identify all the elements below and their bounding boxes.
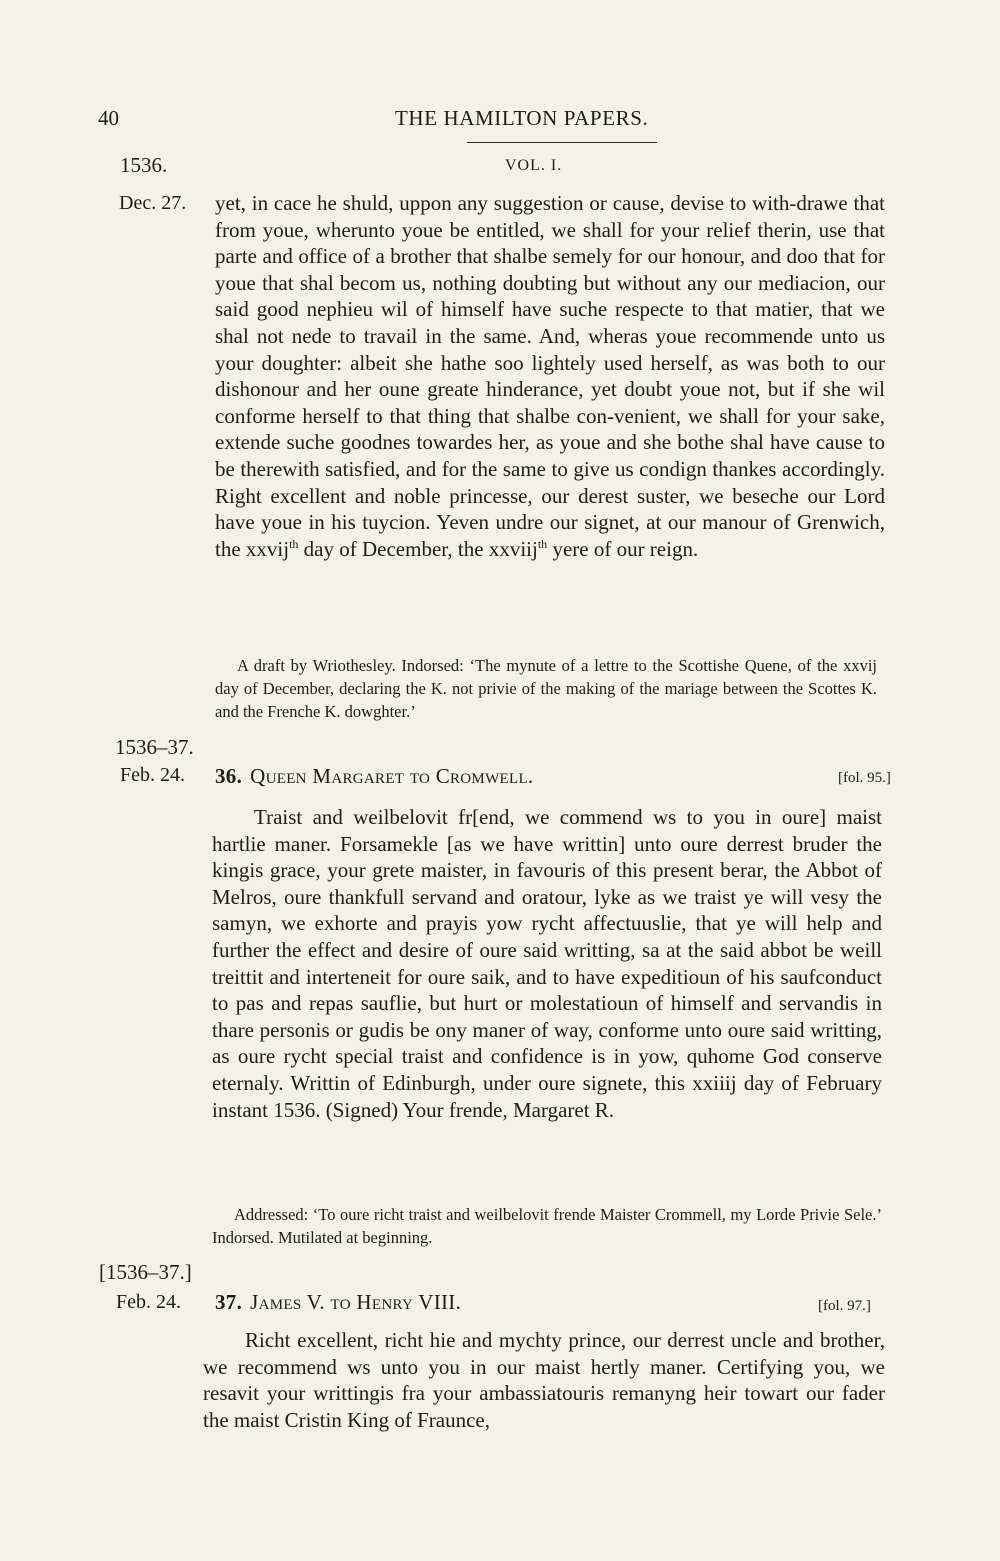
margin-year: 1536–37. xyxy=(115,735,194,759)
letter-body: Richt excellent, richt hie and mychty prince, our derrest uncle and brother, we recommend ws unto you in our maist hertly maner. Certifying you, we resavit your writtingis fra your ambassiatouris remanyng heir towart our fader the maist Cristin King of Fraunce, xyxy=(203,1328,885,1432)
letter-title: Queen Margaret to Cromwell. xyxy=(250,764,534,788)
page-number: 40 xyxy=(98,106,119,130)
header-rule xyxy=(467,142,657,143)
folio-reference: [fol. 97.] xyxy=(818,1298,871,1314)
letter-number: 36. xyxy=(215,764,243,788)
letter-title: James V. to Henry VIII. xyxy=(250,1290,462,1314)
letter-number: 37. xyxy=(215,1290,243,1314)
editorial-note: A draft by Wriothesley. Indorsed: ‘The mynute of a lettre to the Scottishe Quene, of the xxvij day of December, declaring the K. not privie of the making of the mariage between the Scottes K. and the Frenche K. dowghter.’ xyxy=(215,656,877,721)
letter-body: Traist and weilbelovit fr[end, we commend ws to you in oure] maist hartlie maner. Forsamekle [as we have writtin] unto oure derrest bruder the kingis grace, your grete maister, in favouris of this present berar, the Abbot of Melros, oure thankfull servand and oratour, lyke as we traist ye will vesy the samyn, we exhorte and prayis yow rycht affectuuslie, that ye will help and further the effect and desire of oure said writting, sa at the said abbot be weill treittit and interteneit for oure saik, and to have expeditioun of his saufconduct to pas and repas sauflie, but hurt or molestatioun of himself and servandis in thare personis or gudis be ony maner of way, conforme unto oure said writting, as oure rycht special traist and confidence is in yow, quhome God conserve eternaly. Writtin of Edinburgh, under oure signete, this xxiiij day of February instant 1536. (Signed) Your frende, Margaret R. xyxy=(212,805,882,1122)
margin-date: Dec. 27. xyxy=(119,192,187,214)
editorial-note: Addressed: ‘To oure richt traist and weilbelovit frende Maister Crommell, my Lorde Privie Sele.’ Indorsed. Mutilated at beginning. xyxy=(212,1205,882,1247)
margin-year: 1536. xyxy=(120,153,168,177)
margin-date: Feb. 24. xyxy=(116,1291,181,1313)
letter-body: yet, in cace he shuld, uppon any suggestion or cause, devise to with-drawe that from youe, wherunto youe be entitled, we shall for your relief therin, use that parte and office of a brother that shalbe semely for our honour, and doo that for youe that shal becom us, nothing doubting but without any our mediacion, our said good nephieu wil of himself have suche respecte to that matier, that we shal not nede to travail in the same. And, wheras youe recommende unto us your doughter: albeit she hathe soo lightely used herself, as was both to our dishonour and her oune greate hinderance, yet doubt youe not, but if she wil conforme herself to that thing that shalbe con-venient, we shall for your sake, extende suche goodnes towardes her, as youe and she bothe shal have cause to be therewith satisfied, and for the same to give us condign thankes accordingly. Right excellent and noble princesse, our derest suster, we beseche our Lord have youe in his tuycion. Yeven undre our signet, at our manour of Grenwich, the xxvij$^{th}$ day of December, the xxviij$^{th}$ yere of our reign. xyxy=(215,191,885,561)
folio-reference: [fol. 95.] xyxy=(838,770,891,786)
volume-label: VOL. I. xyxy=(505,157,563,174)
margin-year: [1536–37.] xyxy=(99,1260,192,1284)
running-title: THE HAMILTON PAPERS. xyxy=(395,106,649,130)
letter-heading xyxy=(215,764,533,789)
letter-heading xyxy=(215,1290,461,1315)
margin-date: Feb. 24. xyxy=(120,764,185,786)
